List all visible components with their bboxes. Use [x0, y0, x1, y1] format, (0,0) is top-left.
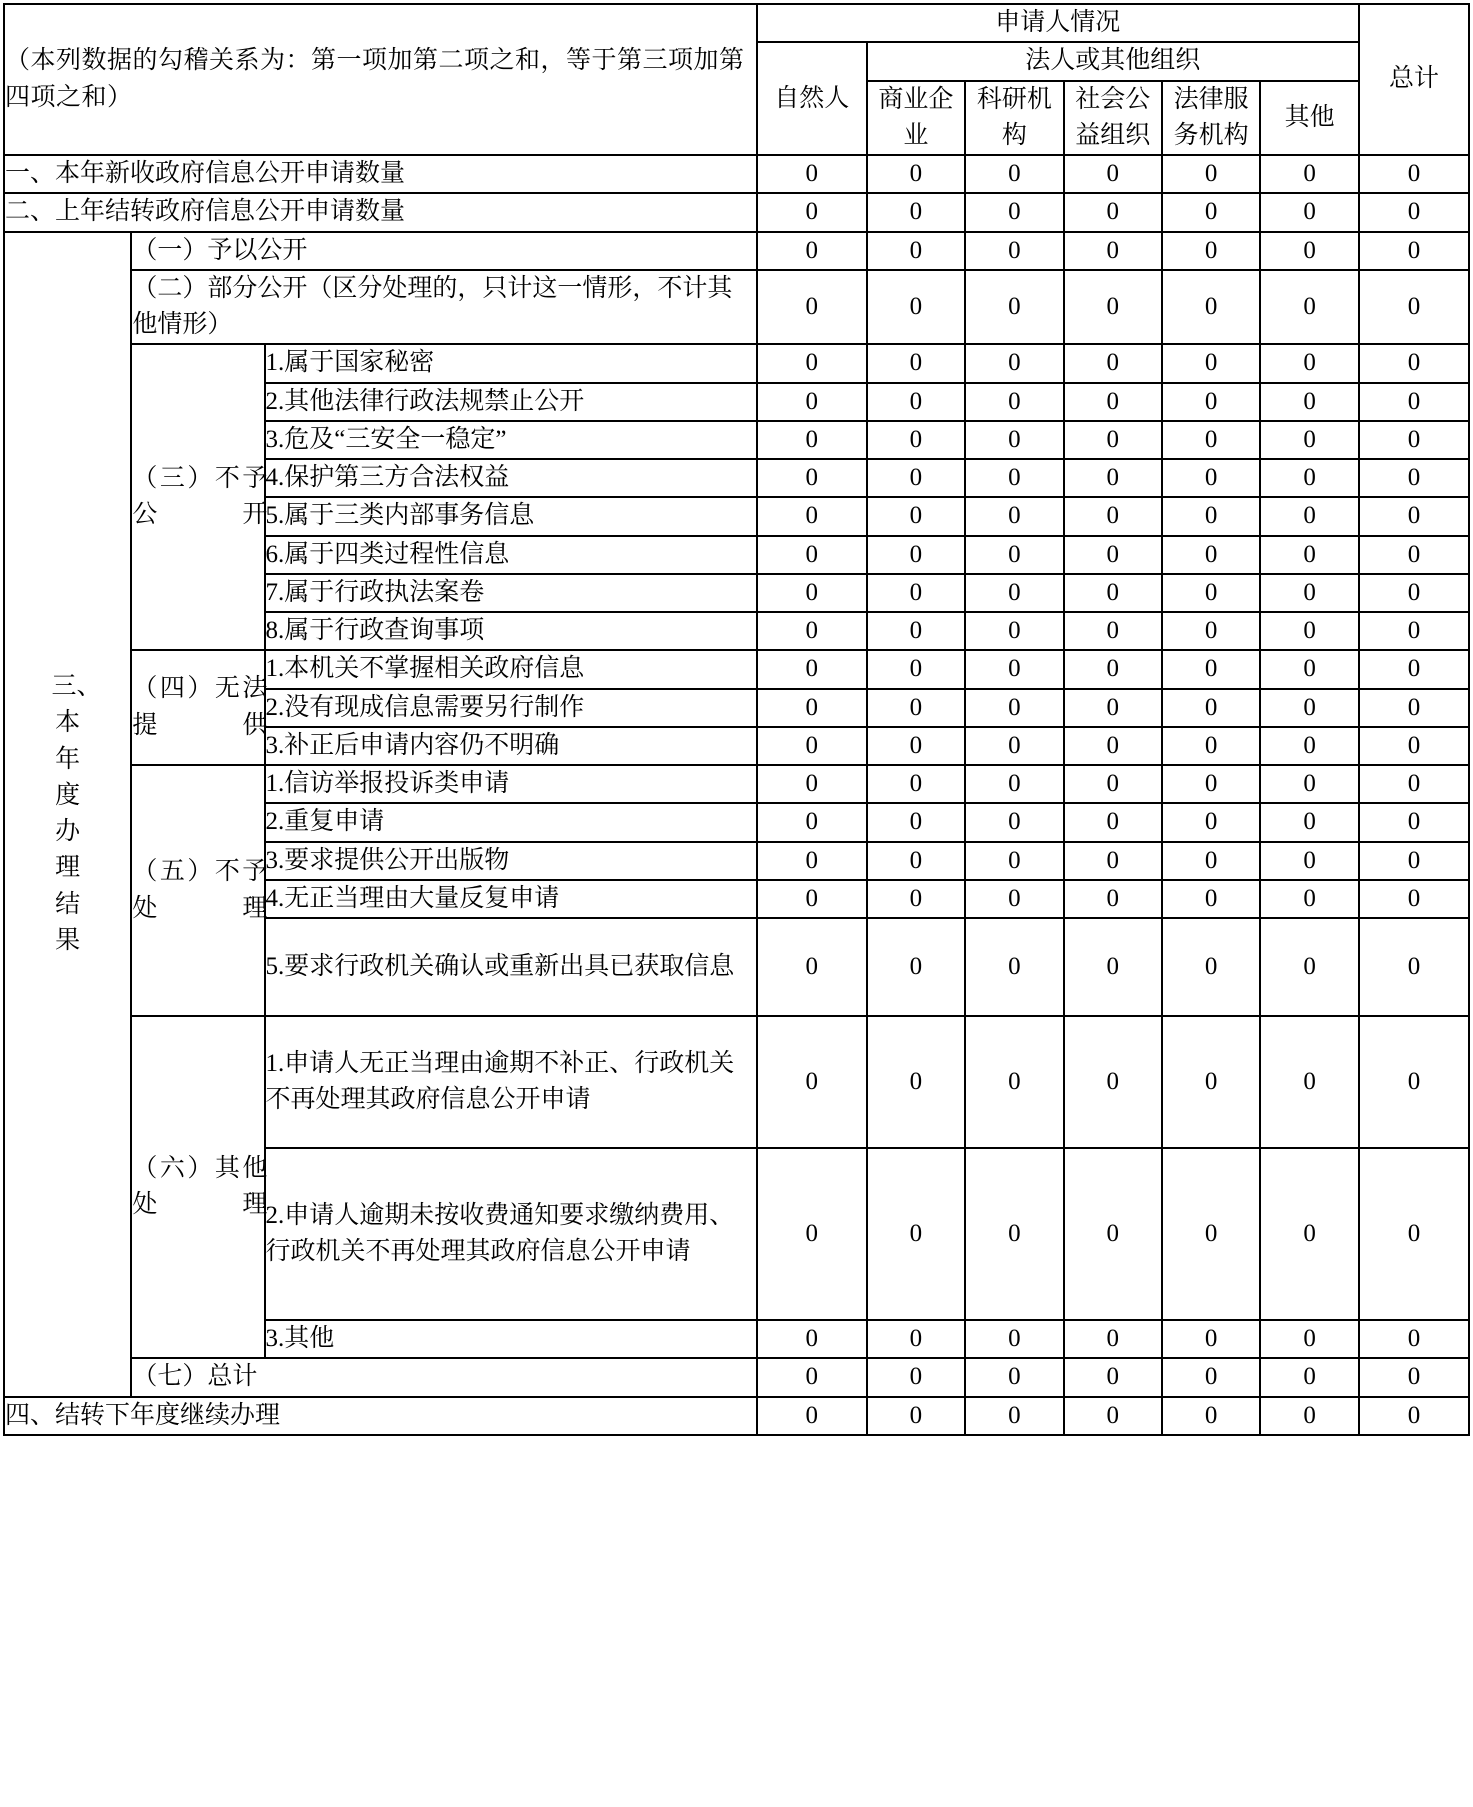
- cell-value: 0: [867, 842, 965, 880]
- cell-value: 0: [1162, 459, 1260, 497]
- cell-value: 0: [965, 612, 1063, 650]
- cell-value: 0: [1260, 803, 1359, 841]
- cell-value: 0: [1260, 765, 1359, 803]
- cell-value: 0: [1260, 459, 1359, 497]
- cell-value: 0: [1260, 383, 1359, 421]
- cell-value: 0: [965, 155, 1063, 193]
- cell-value: 0: [1359, 803, 1469, 841]
- table-row: [4, 155, 1469, 193]
- cell-value: 0: [757, 1358, 867, 1396]
- header-natural-person: 自然人: [757, 42, 867, 155]
- cell-value: 0: [1162, 650, 1260, 688]
- cell-value: 0: [1064, 383, 1162, 421]
- cell-value: 0: [757, 155, 867, 193]
- header-business-enterprise: 商业企业: [867, 81, 965, 156]
- cell-value: 0: [757, 842, 867, 880]
- cell-value: 0: [1260, 193, 1359, 231]
- row-label-admin-query: 8.属于行政查询事项: [265, 612, 757, 650]
- cell-value: 0: [1359, 421, 1469, 459]
- cell-value: 0: [1359, 232, 1469, 270]
- cell-value: 0: [965, 497, 1063, 535]
- row-label-other: 3.其他: [265, 1320, 757, 1358]
- cell-value: 0: [1162, 155, 1260, 193]
- row-label-enforcement-file: 7.属于行政执法案卷: [265, 574, 757, 612]
- cell-value: 0: [1260, 650, 1359, 688]
- cell-value: 0: [1359, 1320, 1469, 1358]
- group-label-text: （三）不予公开: [132, 465, 268, 529]
- cell-value: 0: [965, 650, 1063, 688]
- cell-value: 0: [1260, 689, 1359, 727]
- cell-value: 0: [757, 497, 867, 535]
- cell-value: 0: [1359, 459, 1469, 497]
- cell-value: 0: [1260, 1320, 1359, 1358]
- cell-value: 0: [1260, 155, 1359, 193]
- group-label-text: （六）其他处理: [132, 1154, 268, 1219]
- cell-value: 0: [1359, 497, 1469, 535]
- cell-value: 0: [867, 1358, 965, 1396]
- cell-value: 0: [1359, 1016, 1469, 1148]
- cell-value: 0: [757, 765, 867, 803]
- header-legal-entity: 法人或其他组织: [867, 42, 1359, 80]
- cell-value: 0: [1260, 842, 1359, 880]
- cell-value: 0: [1064, 1397, 1162, 1435]
- cell-value: 0: [1162, 536, 1260, 574]
- cell-value: 0: [1064, 421, 1162, 459]
- cell-value: 0: [1064, 232, 1162, 270]
- row-label-repeated-no-reason: 4.无正当理由大量反复申请: [265, 880, 757, 918]
- cell-value: 0: [1162, 1016, 1260, 1148]
- cell-value: 0: [757, 918, 867, 1016]
- cell-value: 0: [1359, 383, 1469, 421]
- cell-value: 0: [757, 232, 867, 270]
- cell-value: 0: [1260, 1016, 1359, 1148]
- table-row: [4, 650, 1469, 688]
- cell-value: 0: [757, 880, 867, 918]
- row-label-published-material: 3.要求提供公开出版物: [265, 842, 757, 880]
- cell-value: 0: [1162, 232, 1260, 270]
- cell-value: 0: [965, 1148, 1063, 1320]
- cell-value: 0: [1359, 842, 1469, 880]
- cell-value: 0: [867, 650, 965, 688]
- cell-value: 0: [1359, 193, 1469, 231]
- cell-value: 0: [965, 1320, 1063, 1358]
- cell-value: 0: [1162, 421, 1260, 459]
- cell-value: 0: [867, 270, 965, 345]
- cell-value: 0: [867, 421, 965, 459]
- cell-value: 0: [1064, 918, 1162, 1016]
- cell-value: 0: [965, 842, 1063, 880]
- row-label-process-info: 6.属于四类过程性信息: [265, 536, 757, 574]
- cell-value: 0: [1064, 1358, 1162, 1396]
- cell-value: 0: [965, 1016, 1063, 1148]
- cell-value: 0: [867, 803, 965, 841]
- cell-value: 0: [757, 193, 867, 231]
- cell-value: 0: [1064, 803, 1162, 841]
- cell-value: 0: [867, 344, 965, 382]
- table-row: [4, 1358, 1469, 1396]
- cell-value: 0: [1260, 1148, 1359, 1320]
- cell-value: 0: [965, 459, 1063, 497]
- group-label-not-disclosed: [131, 344, 268, 650]
- cell-value: 0: [867, 1016, 965, 1148]
- cell-value: 0: [1359, 880, 1469, 918]
- cell-value: 0: [1260, 612, 1359, 650]
- cell-value: 0: [1260, 727, 1359, 765]
- cell-value: 0: [1359, 574, 1469, 612]
- cell-value: 0: [1162, 803, 1260, 841]
- cell-value: 0: [867, 232, 965, 270]
- header-research-institution: 科研机构: [965, 81, 1063, 156]
- cell-value: 0: [867, 459, 965, 497]
- cell-value: 0: [1064, 1320, 1162, 1358]
- cell-value: 0: [757, 1016, 867, 1148]
- row-label-disclose: （一）予以公开: [131, 232, 756, 270]
- cell-value: 0: [867, 1397, 965, 1435]
- section-label-text: 三、本年度办理结果: [51, 673, 102, 954]
- cell-value: 0: [1359, 344, 1469, 382]
- cell-value: 0: [1162, 918, 1260, 1016]
- table-row: [4, 193, 1469, 231]
- cell-value: 0: [757, 459, 867, 497]
- cell-value: 0: [1162, 612, 1260, 650]
- header-row-1: [4, 4, 1469, 42]
- cell-value: 0: [1162, 1397, 1260, 1435]
- cell-value: 0: [867, 880, 965, 918]
- header-applicant-situation: 申请人情况: [757, 4, 1359, 42]
- row-label-still-unclear: 3.补正后申请内容仍不明确: [265, 727, 757, 765]
- cell-value: 0: [965, 574, 1063, 612]
- cell-value: 0: [757, 574, 867, 612]
- row-label-duplicate-application: 2.重复申请: [265, 803, 757, 841]
- cell-value: 0: [1162, 842, 1260, 880]
- header-total: 总计: [1359, 4, 1469, 155]
- cell-value: 0: [1162, 1320, 1260, 1358]
- cell-value: 0: [1162, 344, 1260, 382]
- cell-value: 0: [757, 536, 867, 574]
- cell-value: 0: [1359, 689, 1469, 727]
- cell-value: 0: [867, 1148, 965, 1320]
- cell-value: 0: [1359, 1148, 1469, 1320]
- cell-value: 0: [1064, 612, 1162, 650]
- cell-value: 0: [867, 1320, 965, 1358]
- cell-value: 0: [965, 918, 1063, 1016]
- header-other: 其他: [1260, 81, 1359, 156]
- cell-value: 0: [1260, 421, 1359, 459]
- cell-value: 0: [1064, 880, 1162, 918]
- table-row: [4, 1397, 1469, 1435]
- row-label-endanger-safety: 3.危及“三安全一稳定”: [265, 421, 757, 459]
- cell-value: 0: [1162, 270, 1260, 345]
- cell-value: 0: [1359, 918, 1469, 1016]
- cell-value: 0: [1064, 344, 1162, 382]
- table-row: [4, 1016, 1469, 1148]
- cell-value: 0: [965, 421, 1063, 459]
- cell-value: 0: [1162, 765, 1260, 803]
- cell-value: 0: [1064, 497, 1162, 535]
- row-label-unpaid-fee: 2.申请人逾期未按收费通知要求缴纳费用、行政机关不再处理其政府信息公开申请: [265, 1148, 757, 1320]
- cell-value: 0: [1064, 574, 1162, 612]
- disclosure-statistics-table: [3, 3, 1470, 1436]
- group-label-text: （四）无法提供: [132, 675, 268, 739]
- row-label-reissue-confirm: 5.要求行政机关确认或重新出具已获取信息: [265, 918, 757, 1016]
- cell-value: 0: [1359, 1358, 1469, 1396]
- cell-value: 0: [757, 383, 867, 421]
- cell-value: 0: [1162, 1358, 1260, 1396]
- header-public-welfare-org: 社会公益组织: [1064, 81, 1162, 156]
- cell-value: 0: [1162, 383, 1260, 421]
- cell-value: 0: [1064, 1016, 1162, 1148]
- cell-value: 0: [757, 421, 867, 459]
- cell-value: 0: [965, 1358, 1063, 1396]
- row-label-carried-over: 二、上年结转政府信息公开申请数量: [4, 193, 757, 231]
- cell-value: 0: [867, 193, 965, 231]
- cell-value: 0: [1064, 842, 1162, 880]
- row-label-not-held: 1.本机关不掌握相关政府信息: [265, 650, 757, 688]
- cell-value: 0: [867, 727, 965, 765]
- cell-value: 0: [1064, 270, 1162, 345]
- row-label-third-party-rights: 4.保护第三方合法权益: [265, 459, 757, 497]
- cell-value: 0: [1260, 1358, 1359, 1396]
- cell-value: 0: [1260, 880, 1359, 918]
- cell-value: 0: [965, 727, 1063, 765]
- row-label-overdue-no-supplement: 1.申请人无正当理由逾期不补正、行政机关不再处理其政府信息公开申请: [265, 1016, 757, 1148]
- row-label-carry-to-next-year: 四、结转下年度继续办理: [4, 1397, 757, 1435]
- group-label-text: （五）不予处理: [132, 858, 268, 922]
- table-row: [4, 270, 1469, 345]
- table-row: [4, 765, 1469, 803]
- table-row: [4, 232, 1469, 270]
- cell-value: 0: [1260, 1397, 1359, 1435]
- row-label-subtotal: （七）总计: [131, 1358, 756, 1396]
- cell-value: 0: [965, 383, 1063, 421]
- cell-value: 0: [867, 155, 965, 193]
- cell-value: 0: [965, 193, 1063, 231]
- group-label-other-handling: [131, 1016, 268, 1358]
- cell-value: 0: [757, 1320, 867, 1358]
- row-label-new-received: 一、本年新收政府信息公开申请数量: [4, 155, 757, 193]
- cell-value: 0: [757, 1397, 867, 1435]
- cell-value: 0: [965, 1397, 1063, 1435]
- cell-value: 0: [867, 765, 965, 803]
- cell-value: 0: [757, 344, 867, 382]
- cell-value: 0: [1359, 270, 1469, 345]
- cell-value: 0: [965, 803, 1063, 841]
- cell-value: 0: [867, 918, 965, 1016]
- cell-value: 0: [1064, 1148, 1162, 1320]
- cell-value: 0: [867, 536, 965, 574]
- cell-value: 0: [965, 765, 1063, 803]
- cell-value: 0: [757, 612, 867, 650]
- cell-value: 0: [867, 612, 965, 650]
- cell-value: 0: [965, 232, 1063, 270]
- cell-value: 0: [1260, 344, 1359, 382]
- cell-value: 0: [757, 1148, 867, 1320]
- cell-value: 0: [1260, 270, 1359, 345]
- cell-value: 0: [1359, 536, 1469, 574]
- cell-value: 0: [1260, 232, 1359, 270]
- cell-value: 0: [1359, 765, 1469, 803]
- cell-value: 0: [1064, 459, 1162, 497]
- cell-value: 0: [757, 803, 867, 841]
- cell-value: 0: [965, 344, 1063, 382]
- cell-value: 0: [1064, 650, 1162, 688]
- cross-check-note: （本列数据的勾稽关系为：第一项加第二项之和，等于第三项加第四项之和）: [4, 4, 757, 155]
- cell-value: 0: [1064, 689, 1162, 727]
- cell-value: 0: [1162, 689, 1260, 727]
- cell-value: 0: [757, 727, 867, 765]
- cell-value: 0: [965, 270, 1063, 345]
- cell-value: 0: [1162, 727, 1260, 765]
- cell-value: 0: [1359, 155, 1469, 193]
- cell-value: 0: [1162, 1148, 1260, 1320]
- row-label-petition-complaint: 1.信访举报投诉类申请: [265, 765, 757, 803]
- cell-value: 0: [1260, 497, 1359, 535]
- cell-value: 0: [965, 536, 1063, 574]
- cell-value: 0: [965, 689, 1063, 727]
- group-label-unable-to-provide: [131, 650, 268, 765]
- cell-value: 0: [1162, 880, 1260, 918]
- section-label-current-year-results: [4, 232, 131, 1397]
- row-label-internal-affairs: 5.属于三类内部事务信息: [265, 497, 757, 535]
- cell-value: 0: [1162, 497, 1260, 535]
- cell-value: 0: [1260, 574, 1359, 612]
- cell-value: 0: [1260, 918, 1359, 1016]
- cell-value: 0: [757, 270, 867, 345]
- cell-value: 0: [1064, 155, 1162, 193]
- cell-value: 0: [1359, 727, 1469, 765]
- cell-value: 0: [757, 650, 867, 688]
- header-legal-service-org: 法律服务机构: [1162, 81, 1260, 156]
- cell-value: 0: [965, 880, 1063, 918]
- cell-value: 0: [1064, 193, 1162, 231]
- cell-value: 0: [1260, 536, 1359, 574]
- row-label-law-prohibits: 2.其他法律行政法规禁止公开: [265, 383, 757, 421]
- cell-value: 0: [757, 689, 867, 727]
- cell-value: 0: [1359, 1397, 1469, 1435]
- row-label-partial-disclose: （二）部分公开（区分处理的，只计这一情形，不计其他情形）: [131, 270, 756, 345]
- cell-value: 0: [1064, 765, 1162, 803]
- cell-value: 0: [1064, 727, 1162, 765]
- row-label-state-secret: 1.属于国家秘密: [265, 344, 757, 382]
- cell-value: 0: [1162, 574, 1260, 612]
- cell-value: 0: [867, 689, 965, 727]
- cell-value: 0: [1162, 193, 1260, 231]
- cell-value: 0: [1064, 536, 1162, 574]
- row-label-needs-creation: 2.没有现成信息需要另行制作: [265, 689, 757, 727]
- group-label-not-processed: [131, 765, 268, 1016]
- cell-value: 0: [1359, 650, 1469, 688]
- cell-value: 0: [1359, 612, 1469, 650]
- cell-value: 0: [867, 383, 965, 421]
- cell-value: 0: [867, 574, 965, 612]
- cell-value: 0: [867, 497, 965, 535]
- table-row: [4, 344, 1469, 382]
